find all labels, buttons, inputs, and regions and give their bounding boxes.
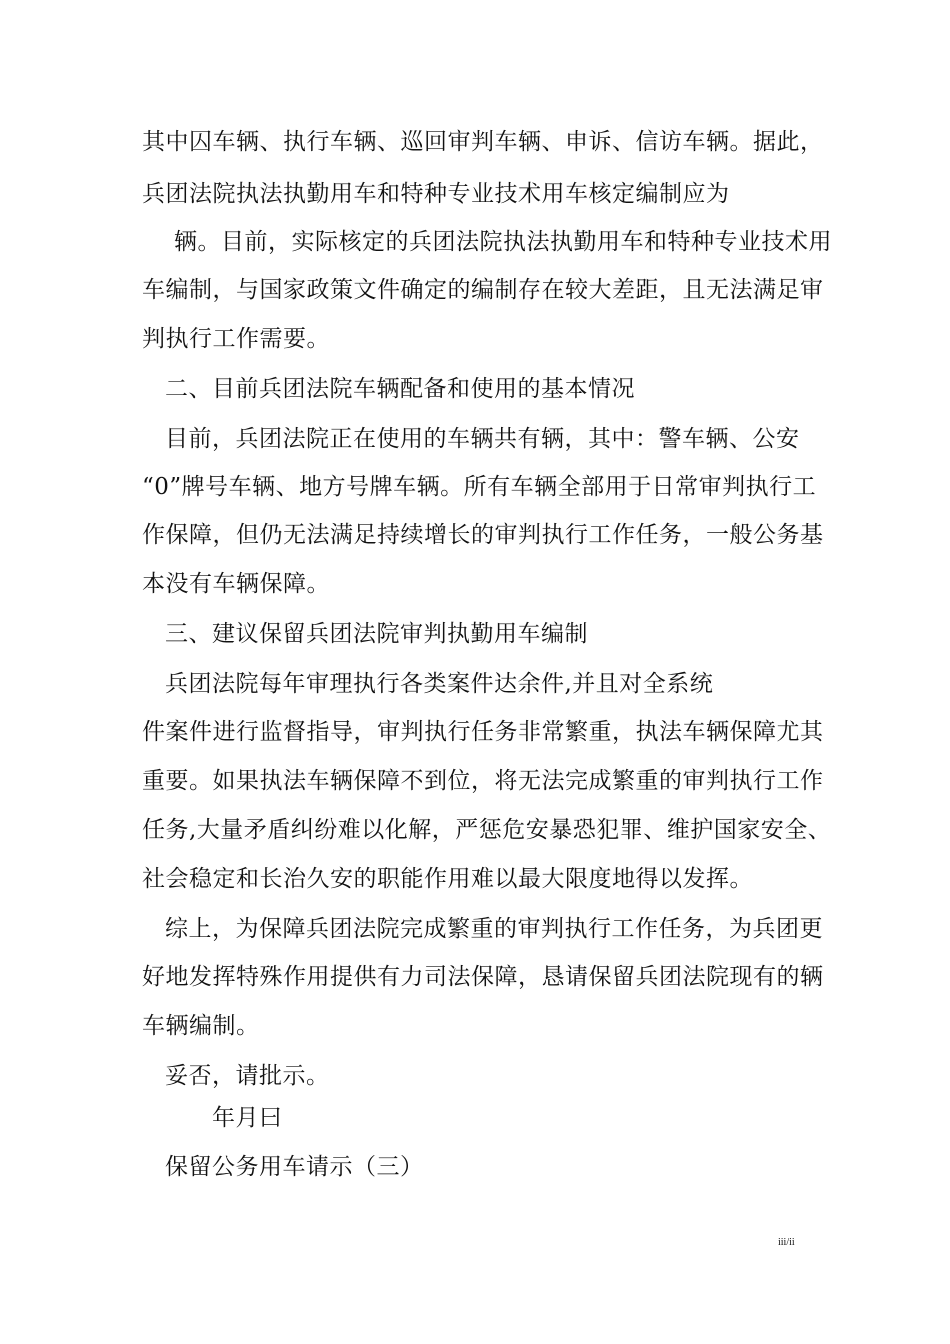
text-line: 综上，为保障兵团法院完成繁重的审判执行工作任务，为兵团更 <box>165 916 823 942</box>
text-line: 本没有车辆保障。 <box>142 571 330 597</box>
text-line: 车辆编制。 <box>142 1013 260 1039</box>
text-line: 件案件进行监督指导，审判执行任务非常繁重，执法车辆保障尤其 <box>142 719 824 745</box>
text-line: 兵团法院执法执勤用车和特种专业技术用车核定编制应为 <box>142 181 730 207</box>
text-line: 任务,大量矛盾纠纷难以化解，严惩危安暴恐犯罪、维护国家安全、 <box>142 817 832 843</box>
text-line: 辆。目前，实际核定的兵团法院执法执勤用车和特种专业技术用 <box>174 229 832 255</box>
date-line: 年月曰 <box>212 1105 283 1131</box>
text-line: 兵团法院每年审理执行各类案件达余件,并且对全系统 <box>165 671 714 697</box>
section-heading: 二、目前兵团法院车辆配备和使用的基本情况 <box>165 376 635 402</box>
text-line: “0”牌号车辆、地方号牌车辆。所有车辆全部用于日常审判执行工 <box>142 474 817 500</box>
text-line: 重要。如果执法车辆保障不到位，将无法完成繁重的审判执行工作 <box>142 768 824 794</box>
page-number: iii/ii <box>778 1237 795 1248</box>
text-line: 妥否，请批示。 <box>165 1063 330 1089</box>
text-line: 其中囚车辆、执行车辆、巡回审判车辆、申诉、信访车辆。据此， <box>142 129 824 155</box>
text-line: 作保障，但仍无法满足持续增长的审判执行工作任务，一般公务基 <box>142 522 824 548</box>
text-line: 好地发挥特殊作用提供有力司法保障，恳请保留兵团法院现有的辆 <box>142 964 824 990</box>
document-title: 保留公务用车请示（三） <box>165 1154 424 1180</box>
text-line: 判执行工作需要。 <box>142 326 330 352</box>
text-line: 目前，兵团法院正在使用的车辆共有辆，其中：警车辆、公安 <box>165 426 800 452</box>
text-line: 社会稳定和长治久安的职能作用难以最大限度地得以发挥。 <box>142 866 753 892</box>
text-line: 车编制，与国家政策文件确定的编制存在较大差距，且无法满足审 <box>142 277 824 303</box>
section-heading: 三、建议保留兵团法院审判执勤用车编制 <box>165 621 588 647</box>
